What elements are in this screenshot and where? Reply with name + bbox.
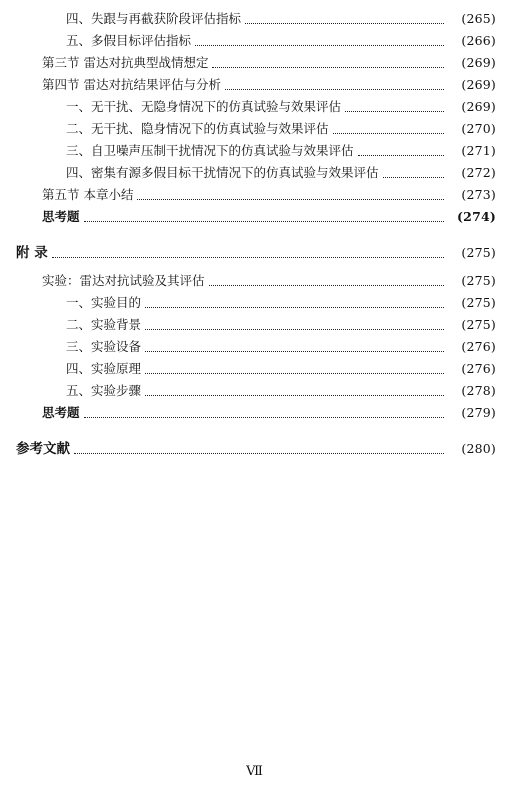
toc-entry-title: 五、实验步骤 [66, 383, 142, 398]
toc-entry-title: 第五节 本章小结 [42, 187, 134, 202]
dot-leader [145, 394, 444, 396]
page-number: Ⅶ [246, 764, 264, 779]
toc-entry-page: ( 269 ) [446, 74, 496, 96]
spacer [0, 228, 510, 242]
dot-leader [74, 452, 444, 454]
toc-entry-page: ( 274 ) [446, 206, 496, 228]
toc-section[interactable] [0, 52, 510, 74]
toc-section[interactable] [0, 270, 510, 292]
toc-entry[interactable] [0, 96, 510, 118]
toc-section[interactable] [0, 74, 510, 96]
toc-entry-title: 四、密集有源多假目标干扰情况下的仿真试验与效果评估 [66, 165, 379, 180]
toc-entry[interactable] [0, 118, 510, 140]
toc-entry-page: ( 278 ) [446, 380, 496, 402]
dot-leader [145, 372, 444, 374]
toc-entry-page: ( 280 ) [446, 438, 496, 460]
dot-leader [345, 110, 444, 112]
toc-entry-page: ( 276 ) [446, 336, 496, 358]
toc-section[interactable] [0, 206, 510, 228]
toc-entry-title: 一、无干扰、无隐身情况下的仿真试验与效果评估 [66, 99, 342, 114]
dot-leader [145, 306, 444, 308]
toc-entry-page: ( 272 ) [446, 162, 496, 184]
toc-entry-page: ( 275 ) [446, 242, 496, 264]
dot-leader [84, 416, 444, 418]
toc-entry-title: 二、无干扰、隐身情况下的仿真试验与效果评估 [66, 121, 329, 136]
toc-entry[interactable] [0, 292, 510, 314]
toc-entry-title: 参考文献 [16, 441, 70, 457]
dot-leader [358, 154, 444, 156]
toc-section[interactable] [0, 184, 510, 206]
toc-entry[interactable] [0, 140, 510, 162]
table-of-contents [0, 8, 510, 460]
dot-leader [225, 88, 444, 90]
toc-entry-page: ( 266 ) [446, 30, 496, 52]
dot-leader [212, 66, 444, 68]
toc-entry-page: ( 271 ) [446, 140, 496, 162]
toc-entry[interactable] [0, 30, 510, 52]
toc-entry-page: ( 279 ) [446, 402, 496, 424]
toc-entry[interactable] [0, 358, 510, 380]
toc-chapter[interactable] [0, 242, 510, 264]
dot-leader [383, 176, 444, 178]
dot-leader [209, 284, 444, 286]
dot-leader [333, 132, 444, 134]
toc-entry-title: 三、实验设备 [66, 339, 142, 354]
dot-leader [84, 220, 444, 222]
dot-leader [145, 328, 444, 330]
toc-entry-page: ( 275 ) [446, 314, 496, 336]
toc-entry-title: 四、实验原理 [66, 361, 142, 376]
spacer [0, 424, 510, 438]
dot-leader [137, 198, 444, 200]
dot-leader [52, 256, 444, 258]
toc-chapter[interactable] [0, 438, 510, 460]
toc-entry-page: ( 276 ) [446, 358, 496, 380]
toc-entry-title: 第四节 雷达对抗结果评估与分析 [42, 77, 221, 92]
toc-entry-title: 第三节 雷达对抗典型战情想定 [42, 55, 209, 70]
toc-entry[interactable] [0, 380, 510, 402]
toc-entry-page: ( 265 ) [446, 8, 496, 30]
toc-entry-title: 四、失跟与再截获阶段评估指标 [66, 11, 242, 26]
toc-entry[interactable] [0, 336, 510, 358]
toc-entry[interactable] [0, 8, 510, 30]
toc-entry-title: 附 录 [16, 245, 48, 261]
toc-entry-page: ( 275 ) [446, 270, 496, 292]
toc-entry-title: 三、自卫噪声压制干扰情况下的仿真试验与效果评估 [66, 143, 354, 158]
dot-leader [195, 44, 444, 46]
dot-leader [145, 350, 444, 352]
toc-entry-title: 二、实验背景 [66, 317, 142, 332]
toc-entry-title: 五、多假目标评估指标 [66, 33, 192, 48]
toc-entry[interactable] [0, 314, 510, 336]
toc-entry-page: ( 269 ) [446, 96, 496, 118]
toc-entry-page: ( 275 ) [446, 292, 496, 314]
toc-entry-page: ( 269 ) [446, 52, 496, 74]
toc-entry-title: 实验：雷达对抗试验及其评估 [42, 273, 205, 288]
toc-entry-title: 一、实验目的 [66, 295, 142, 310]
toc-entry-title: 思考题 [42, 209, 80, 224]
toc-entry[interactable] [0, 162, 510, 184]
toc-section[interactable] [0, 402, 510, 424]
toc-entry-page: ( 273 ) [446, 184, 496, 206]
toc-entry-page: ( 270 ) [446, 118, 496, 140]
toc-entry-title: 思考题 [42, 405, 80, 420]
dot-leader [245, 22, 444, 24]
